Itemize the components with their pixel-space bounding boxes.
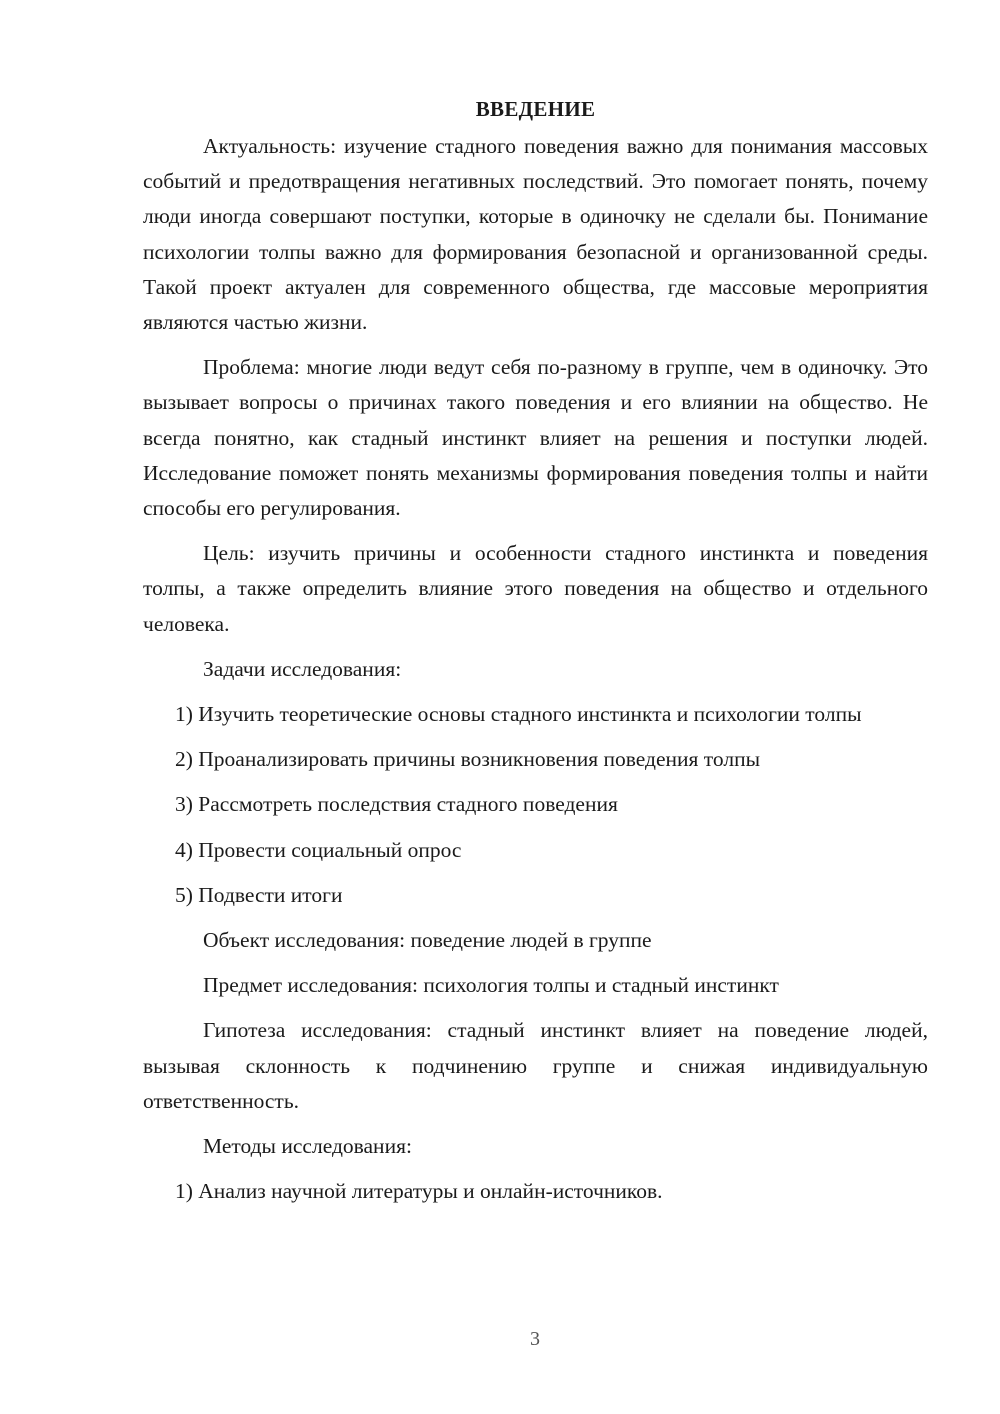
hypothesis-paragraph: Гипотеза исследования: стадный инстинкт влияет на поведение людей, вызывая склонность к подчинению группе и снижая индивидуальную ответственность. [143, 1018, 928, 1113]
task-item-5: 5) Подвести итоги [175, 882, 343, 907]
page-number: 3 [530, 1328, 540, 1350]
problem-paragraph: Проблема: многие люди ведут себя по-разному в группе, чем в одиночку. Это вызывает вопросы о причинах такого поведения и его влиянии на общество. Не всегда понятно, как стадный инстинкт влияет на решения и поступки людей. Исследование поможет понять механизмы формирования поведения толпы и найти способы его регулирования. [143, 355, 928, 521]
task-item-1: 1) Изучить теоретические основы стадного инстинкта и психологии толпы [175, 702, 862, 727]
document-page [143, 92, 928, 1219]
section-title: ВВЕДЕНИЕ [475, 97, 596, 121]
task-item-2: 2) Проанализировать причины возникновения поведения толпы [175, 747, 761, 772]
task-item-4: 4) Провести социальный опрос [175, 837, 462, 862]
method-item-1: 1) Анализ научной литературы и онлайн-источников. [175, 1179, 663, 1204]
methods-heading: Методы исследования: [203, 1134, 412, 1159]
tasks-heading: Задачи исследования: [203, 656, 402, 681]
task-item-3: 3) Рассмотреть последствия стадного поведения [175, 792, 618, 817]
relevance-paragraph: Актуальность: изучение стадного поведения важно для понимания массовых событий и предотвращения негативных последствий. Это помогает понять, почему люди иногда совершают поступки, которые в одиночку не сделали бы. Понимание психологии толпы важно для формирования безопасной и организованной среды. Такой проект актуален для современного общества, где массовые мероприятия являются частью жизни. [143, 134, 928, 335]
research-subject: Предмет исследования: психология толпы и стадный инстинкт [203, 973, 779, 998]
research-object: Объект исследования: поведение людей в группе [203, 928, 652, 953]
goal-paragraph: Цель: изучить причины и особенности стадного инстинкта и поведения толпы, а также определить влияние этого поведения на общество и отдельного человека. [143, 541, 928, 636]
